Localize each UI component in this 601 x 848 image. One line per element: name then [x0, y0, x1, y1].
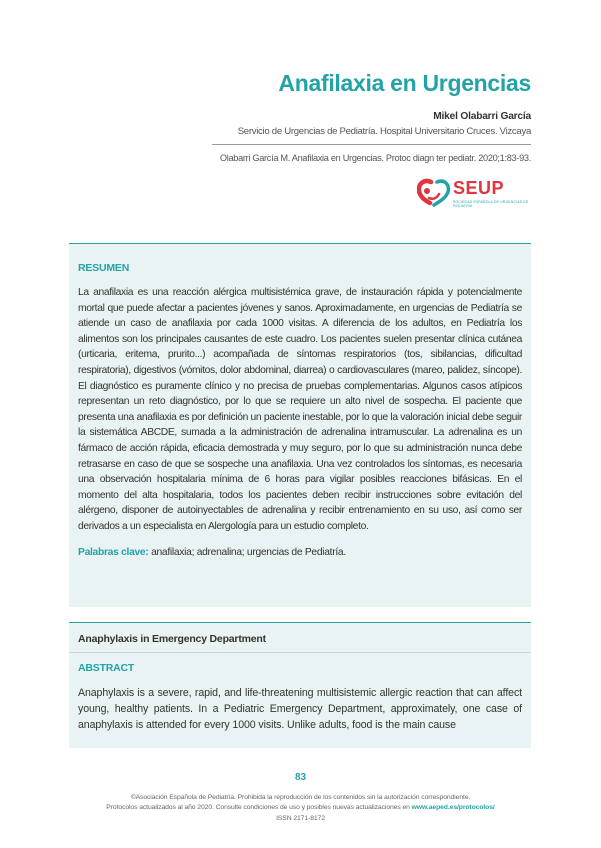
- resumen-heading: RESUMEN: [78, 262, 130, 274]
- citation: Olabarri García M. Anafilaxia en Urgencias. Protoc diagn ter pediatr. 2020;1:83-93.: [219, 153, 531, 163]
- seup-logo: [417, 178, 532, 218]
- abstract-section: [69, 622, 531, 748]
- english-title: Anaphylaxis in Emergency Department: [69, 633, 531, 653]
- page-number: 83: [294, 772, 307, 783]
- logo-wordmark: SEUP: [453, 178, 505, 198]
- article-title: Anafilaxia en Urgencias: [278, 70, 531, 96]
- update-notice: [0, 804, 601, 811]
- keywords-value: anafilaxia; adrenalina; urgencias de Pediatría.: [151, 546, 346, 558]
- copyright-line: ©Asociación Española de Pediatría. Prohibida la reproducción de los contenidos sin la autorización correspondiente.: [130, 794, 471, 801]
- keywords-label: Palabras clave:: [78, 546, 149, 558]
- update-notice-text: Protocolos actualizados al año 2020. Consulte condiciones de uso y posibles nuevas actualizaciones en: [106, 804, 410, 811]
- logo-subtitle: SOCIEDAD ESPAÑOLA DE URGENCIAS DE PEDIATRÍA: [453, 200, 529, 209]
- abstract-heading: ABSTRACT: [78, 662, 135, 674]
- issn: ISSN 2171-8172: [276, 815, 325, 822]
- protocols-link[interactable]: www.aeped.es/protocolos/: [411, 804, 495, 811]
- resumen-section: [69, 243, 531, 607]
- author-name: Mikel Olabarri García: [433, 111, 531, 122]
- author-affiliation: Servicio de Urgencias de Pediatría. Hospital Universitario Cruces. Vizcaya: [237, 126, 531, 137]
- resumen-text: La anafilaxia es una reacción alérgica multisistémica grave, de instauración rápida y potencialmente mortal que puede afectar a pacientes jóvenes y sanos. Aproximadamente, en urgencias de Pediatría se atiende un caso de anafilaxia por cada 1000 visitas. A diferencia de los adultos, en Pediatría los alimentos son los principales causantes de este cuadro. Los pacientes suelen presentar clínica cutánea (urticaria, eritema, prurito...) acompañada de síntomas respiratorios (tos, sibilancias, dificultad respiratoria), digestivos (vómitos, dolor abdominal, diarrea) o cardiovasculares (mareo, palidez, síncope). El diagnóstico es puramente clínico y no precisa de pruebas complementarias. Algunos casos atípicos representan un reto diagnóstico, por lo que se requiere un alto nivel de sospecha. El paciente que presenta una anafilaxia es por definición un paciente inestable, por lo que la valoración inicial debe seguir la sistemática ABCDE, sumada a la administración de adrenalina intramuscular. La adrenalina es un fármaco de acción rápida, eficacia demostrada y muy seguro, por lo que su administración nunca debe retrasarse en caso de que se sospeche una anafilaxia. Una vez controlados los síntomas, es necesaria una observación hospitalaria mínima de 6 horas para vigilar posibles reacciones bifásicas. En el momento del alta hospitalaria, todos los pacientes deben recibir instrucciones sobre evitación del alérgeno, disponer de autoinyectables de adrenalina y recibir entrenamiento en su uso, así como ser derivados a un especialista en Alergología para un estudio completo.: [78, 287, 522, 532]
- header-divider: [212, 144, 531, 145]
- abstract-text: Anaphylaxis is a severe, rapid, and life-threatening multisistemic allergic reaction that can affect young, healthy patients. In a Pediatric Emergency Department, approximately, one case of anaphylaxis is attended for every 1000 visits. Unlike adults, food is the main cause: [78, 687, 522, 731]
- keywords-line: [78, 547, 522, 558]
- seup-emblem-icon: [417, 178, 451, 208]
